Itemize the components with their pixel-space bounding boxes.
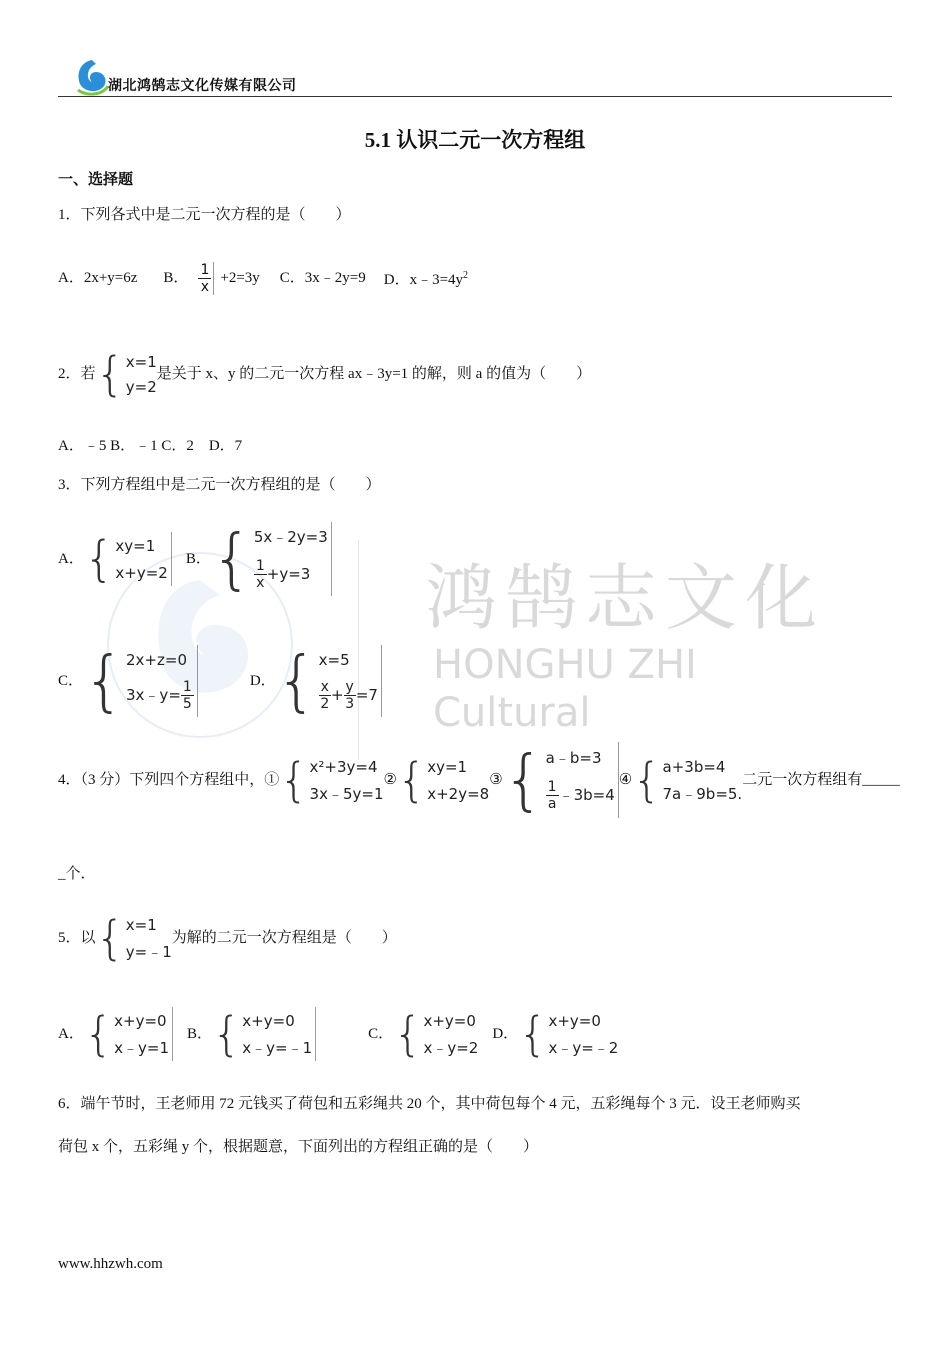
header-divider — [58, 96, 892, 97]
q4-system-4: { a+3b=4 7a﹣9b=5. — [632, 753, 743, 807]
q1-stem: 1．下列各式中是二元一次方程的是（ ） — [58, 207, 351, 223]
q1-option-c: C．3x﹣2y=9 — [279, 270, 366, 286]
company-logo — [72, 56, 112, 96]
q5-options: A． { x+y=0 x﹣y=1 B． { x+y=0 x﹣y=﹣1 C． { x+y=0 x﹣y=2 D． { x+y=0 x﹣y=﹣2 — [58, 1007, 619, 1061]
watermark-cn: 鸿鹄志文化 — [425, 556, 826, 640]
q3-stem: 3．下列方程组中是二元一次方程组的是（ ） — [58, 477, 381, 493]
q2-system: { x=1 y=2 — [95, 347, 157, 401]
q1-option-b-fraction: $\frac{1}{x}$ — [198, 262, 214, 295]
q5-option-b-system: { x+y=0 x﹣y=﹣1 — [212, 1007, 316, 1061]
q1-option-a: A．2x+y=6z — [58, 270, 138, 286]
watermark-en2: Cultural — [433, 690, 591, 736]
q2-options: A．﹣5 B．﹣1 C．2 D．7 — [58, 438, 243, 454]
section-heading: 一、选择题 — [58, 170, 134, 188]
q1-options — [58, 256, 468, 300]
q2-stem: 2．若 { x=1 y=2 是关于 x、y 的二元一次方程 ax﹣3y=1 的解，则 a 的值为（ ） — [58, 347, 592, 401]
q3-option-a-system: { xy=1 x+y=2 — [84, 532, 172, 586]
q1-option-b-rest: +2=3y — [220, 270, 260, 286]
q5-stem: 5．以 { x=1 y=﹣1 为解的二元一次方程组是（ ） — [58, 911, 397, 965]
q3-option-b-system: { 5x﹣2y=3 $\frac{1}{x}$ +y=3 — [211, 522, 332, 596]
q5-option-c-system: { x+y=0 x﹣y=2 — [393, 1007, 479, 1061]
q6-line-2: 荷包 x 个，五彩绳 y 个，根据题意，下面列出的方程组正确的是（ ） — [58, 1139, 539, 1155]
q1-option-d: D．$x﹣3=4y^2$ — [383, 270, 469, 288]
q3-options-ab: A． { xy=1 x+y=2 B． { 5x﹣2y=3 $\frac{1}{x}$ +y=3 — [58, 522, 332, 596]
company-name: 湖北鸿鹄志文化传媒有限公司 — [108, 78, 297, 94]
q4-system-2: { xy=1 x+2y=8 — [396, 753, 490, 807]
q4-system-1: { x²+3y=4 3x﹣5y=1 — [279, 753, 384, 807]
q3-option-c-system: { 2x+z=0 3x﹣y= $\frac{1}{5}$ — [83, 645, 198, 717]
q6-line-1: 6．端午节时，王老师用 72 元钱买了荷包和五彩绳共 20 个，其中荷包每个 4 元，五彩绳每个 3 元．设王老师购买 — [58, 1096, 801, 1112]
footer-url[interactable]: www.hhzwh.com — [58, 1256, 163, 1272]
q4-system-3: { a﹣b=3 $\frac{1}{a}$ ﹣3b=4 — [503, 742, 619, 818]
q3-option-d-system: { x=5 $\frac{x}{2}$ + $\frac{y}{3}$ =7 — [276, 645, 382, 717]
q5-option-a-system: { x+y=0 x﹣y=1 — [84, 1007, 173, 1061]
q3-options-cd: C． { 2x+z=0 3x﹣y= $\frac{1}{5}$ D． { x=5 $\frac{x}{2}$ + $\frac{y}{3}$ =7 — [58, 644, 382, 718]
q1-option-b-label: B． — [163, 270, 189, 286]
q5-option-d-system: { x+y=0 x﹣y=﹣2 — [518, 1007, 619, 1061]
q4-stem: 4．（3 分）下列四个方程组中，① { x²+3y=4 3x﹣5y=1 ② { xy=1 x+2y=8 ③ { a﹣b=3 $\frac{1}{a}$ ﹣3b=4 ④ { a+3b=4 7a﹣9b=5. 二元一次方程组有_____ — [58, 741, 900, 818]
q5-system: { x=1 y=﹣1 — [95, 911, 172, 965]
watermark-en1: HONGHU ZHI — [433, 642, 697, 688]
page-title: 5.1 认识二元一次方程组 — [364, 128, 586, 152]
q4-continuation: _个． — [58, 866, 96, 882]
